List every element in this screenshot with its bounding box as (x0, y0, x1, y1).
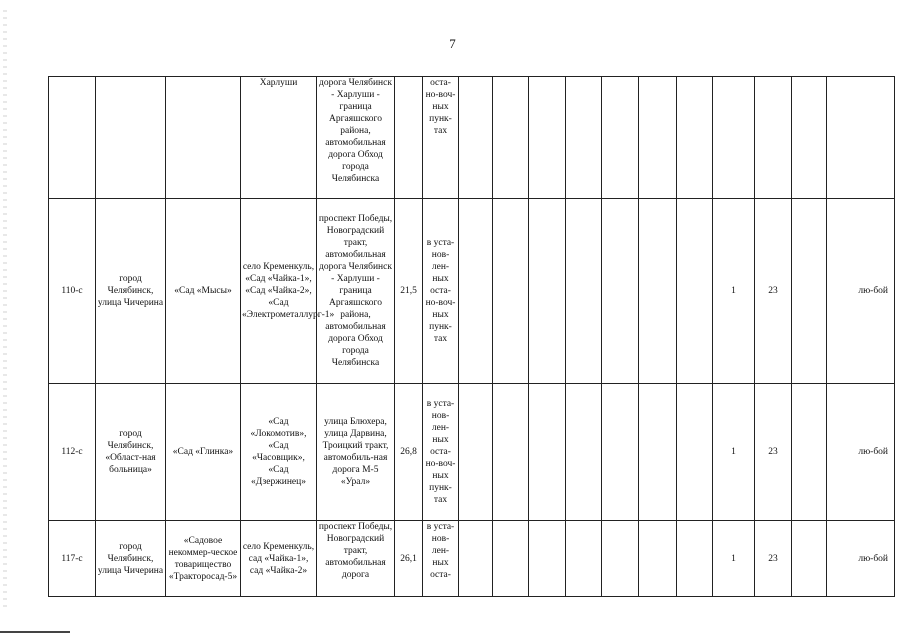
streets-cell: дорога Челябинск - Харлуши - граница Аргаяшского района, автомобильная дорога Обход города Челябинска (317, 77, 395, 199)
vehicle-class-cell: 23 (755, 521, 792, 597)
page-number: 7 (449, 36, 456, 51)
vehicle-class-cell: 23 (755, 199, 792, 384)
vehicle-count-cell (713, 77, 755, 199)
empty-cell (677, 199, 713, 384)
streets-cell: улица Блюхера, улица Дарвина, Троицкий тракт, автомобиль-ная дорога М-5 «Урал» (317, 384, 395, 521)
route-number-cell: 117-с (49, 521, 96, 597)
extra-cell: лю-бой (827, 521, 895, 597)
intermediate-stops-cell: село Кременкуль, сад «Чайка-1», сад «Чайка-2» (241, 521, 317, 597)
extra-cell: лю-бой (827, 199, 895, 384)
empty-cell (529, 199, 566, 384)
routes-table (48, 76, 895, 597)
start-point-cell (96, 77, 166, 199)
route-number-cell (49, 77, 96, 199)
stop-order-cell: в уста-нов-лен-ных оста-но-воч-ных пунк-тах (423, 199, 459, 384)
empty-cell (529, 384, 566, 521)
empty-cell (493, 384, 529, 521)
empty-cell (566, 384, 602, 521)
footer-rule (0, 631, 70, 633)
empty-cell (792, 521, 827, 597)
empty-cell (602, 199, 639, 384)
start-point-cell: город Челябинск, «Област-ная больница» (96, 384, 166, 521)
empty-cell (639, 384, 677, 521)
vehicle-count-cell: 1 (713, 384, 755, 521)
empty-cell (639, 521, 677, 597)
route-number-cell: 112-с (49, 384, 96, 521)
intermediate-stops-cell: Харлуши (241, 77, 317, 199)
vehicle-class-cell: 23 (755, 384, 792, 521)
empty-cell (792, 384, 827, 521)
table-row (49, 384, 895, 521)
end-point-cell (166, 77, 241, 199)
empty-cell (566, 77, 602, 199)
intermediate-stops-cell: «Сад «Локомотив», «Сад «Часовщик», «Сад «Дзержинец» (241, 384, 317, 521)
intermediate-stops-cell: село Кременкуль, «Сад «Чайка-1», «Сад «Чайка-2», «Сад «Электрометаллург-1» (241, 199, 317, 384)
empty-cell (529, 521, 566, 597)
end-point-cell: «Садовое некоммер-ческое товарищество «Тракторосад-5» (166, 521, 241, 597)
table-row (49, 521, 895, 597)
end-point-cell: «Сад «Мысы» (166, 199, 241, 384)
route-number-cell: 110-с (49, 199, 96, 384)
vehicle-count-cell: 1 (713, 521, 755, 597)
vehicle-class-cell (755, 77, 792, 199)
length-cell (395, 77, 423, 199)
stop-order-cell: в уста-нов-лен-ных оста-но-воч-ных пунк-тах (423, 384, 459, 521)
empty-cell (639, 199, 677, 384)
start-point-cell: город Челябинск, улица Чичерина (96, 199, 166, 384)
length-cell: 21,5 (395, 199, 423, 384)
vehicle-count-cell: 1 (713, 199, 755, 384)
empty-cell (566, 199, 602, 384)
length-cell: 26,8 (395, 384, 423, 521)
end-point-cell: «Сад «Глинка» (166, 384, 241, 521)
empty-cell (792, 77, 827, 199)
empty-cell (566, 521, 602, 597)
empty-cell (459, 521, 493, 597)
empty-cell (493, 199, 529, 384)
empty-cell (602, 384, 639, 521)
empty-cell (639, 77, 677, 199)
empty-cell (677, 384, 713, 521)
table-row (49, 77, 895, 199)
empty-cell (459, 77, 493, 199)
extra-cell: лю-бой (827, 384, 895, 521)
empty-cell (493, 521, 529, 597)
start-point-cell: город Челябинск, улица Чичерина (96, 521, 166, 597)
empty-cell (493, 77, 529, 199)
empty-cell (602, 521, 639, 597)
length-cell: 26,1 (395, 521, 423, 597)
scan-edge-noise (3, 10, 7, 610)
stop-order-cell: оста-но-воч-ных пунк-тах (423, 77, 459, 199)
empty-cell (602, 77, 639, 199)
streets-cell: проспект Победы, Новоградский тракт, автомобильная дорога (317, 521, 395, 597)
empty-cell (677, 77, 713, 199)
extra-cell (827, 77, 895, 199)
streets-cell: проспект Победы, Новоградский тракт, автомобильная дорога Челябинск - Харлуши - граница Аргаяшского района, автомобильная дорога Обход города Челябинска (317, 199, 395, 384)
empty-cell (529, 77, 566, 199)
empty-cell (459, 199, 493, 384)
table-row (49, 199, 895, 384)
stop-order-cell: в уста-нов-лен-ных оста- (423, 521, 459, 597)
empty-cell (459, 384, 493, 521)
empty-cell (792, 199, 827, 384)
empty-cell (677, 521, 713, 597)
